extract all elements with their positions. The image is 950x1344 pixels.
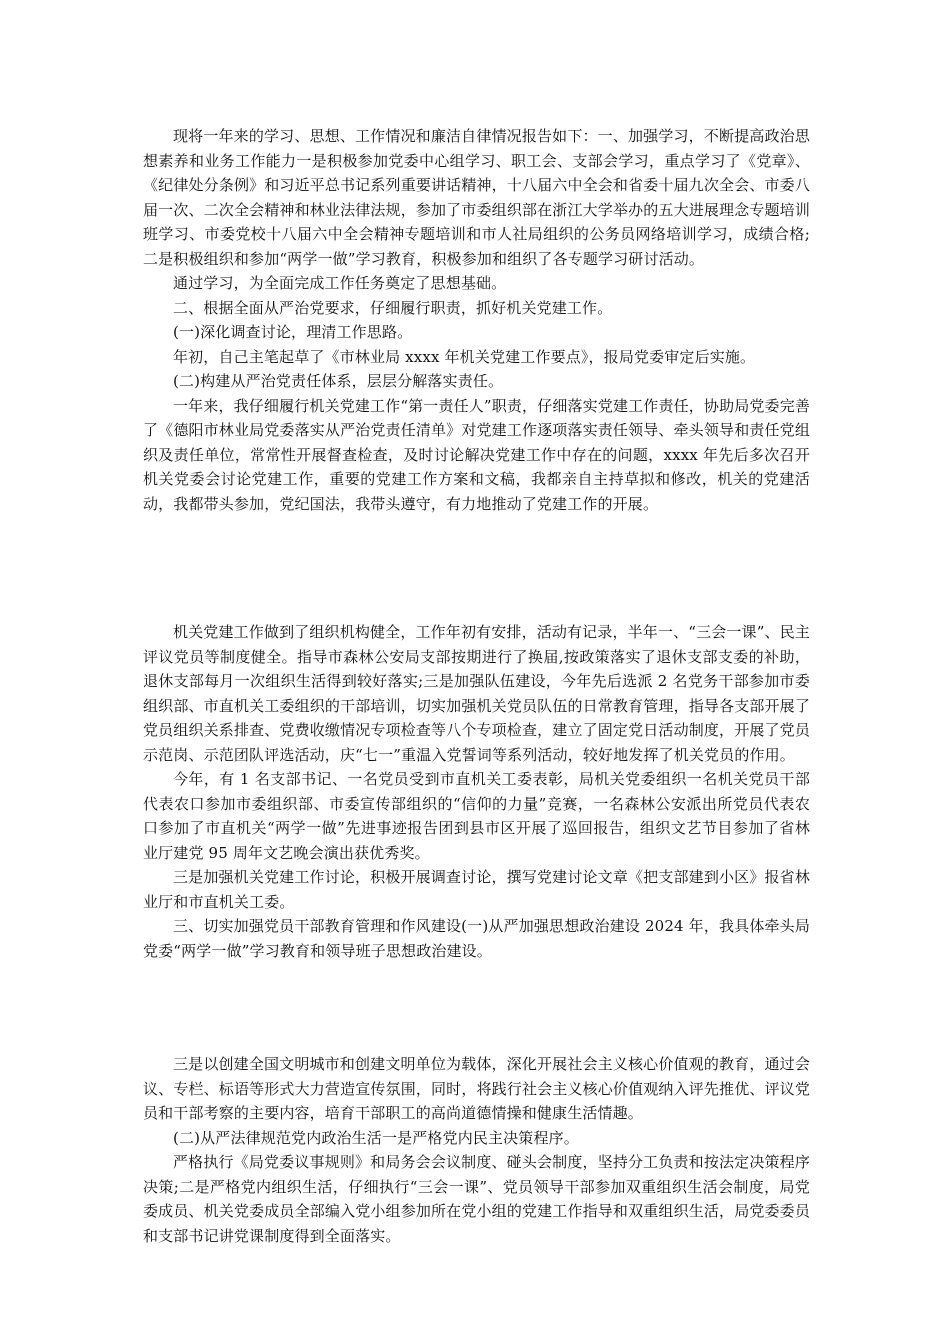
paragraph: 二、根据全面从严治党要求，仔细履行职责，抓好机关党建工作。 [173,298,613,317]
paragraph: 严格执行《局党委议事规则》和局务会会议制度、碰头会制度，坚持分工负责和按法定决策程序决策;二是严格党内组织生活，仔细执行“三会一课”、党员领导干部参加双重组织生活会制度，局党委成员、机关党委成员全部编入党小组参加所在党小组的党建工作指导和双重组织生活，局党委委员和支部书记讲党课制度得到全面落实。 [143,1153,810,1245]
paragraph: 通过学习，为全面完成工作任务奠定了思想基础。 [173,274,507,292]
text-section-3 [143,1052,810,1248]
paragraph: 三是以创建全国文明城市和创建文明单位为载体，深化开展社会主义核心价值观的教育，通过会议、专栏、标语等形式大力营造宣传氛围，同时，将践行社会主义核心价值观纳入评先推优、评议党员和干部考察的主要内容，培育干部职工的高尚道德情操和健康生活情趣。 [143,1055,810,1122]
paragraph: 三、切实加强党员干部教育管理和作风建设(一)从严加强思想政治建设 2024 年，我具体牵头局党委“两学一做”学习教育和领导班子思想政治建设。 [143,917,810,960]
paragraph: 一年来，我仔细履行机关党建工作“第一责任人”职责，仔细落实党建工作责任，协助局党委完善了《德阳市林业局党委落实从严治党责任清单》对党建工作逐项落实责任领导、牵头领导和责任党组织及责任单位，常常性开展督查检查，及时讨论解决党建工作中存在的问题，xxxx 年先后多次召开机关党委会讨论党建工作，重要的党建工作方案和文稿，我都亲自主持草拟和修改，机关的党建活动，我都带头参加，党纪国法，我带头遵守，有力地推动了党建工作的开展。 [143,396,810,513]
paragraph: 今年，有 1 名支部书记、一名党员受到市直机关工委表彰，局机关党委组织一名机关党员干部代表农口参加市委组织部、市委宣传部组织的“信仰的力量”竞赛，一名森林公安派出所党员代表农口参加了市直机关“两学一做”先进事迹报告团到县市区开展了巡回报告，组织文艺节目参加了省林业厅建党 95 周年文艺晚会演出获优秀奖。 [143,770,810,862]
text-section-2 [143,620,810,963]
paragraph: (二)构建从严治党责任体系，层层分解落实责任。 [173,372,504,390]
paragraph: (一)深化调查讨论，理清工作思路。 [173,323,413,341]
paragraph: (二)从严法律规范党内政治生活一是严格党内民主决策程序。 [173,1128,579,1147]
paragraph: 三是加强机关党建工作讨论，积极开展调查讨论，撰写党建讨论文章《把支部建到小区》报省林业厅和市直机关工委。 [143,868,810,911]
text-section-1 [143,124,810,516]
paragraph: 现将一年来的学习、思想、工作情况和廉洁自律情况报告如下：一、加强学习，不断提高政治思想素养和业务工作能力一是积极参加党委中心组学习、职工会、支部会学习，重点学习了《党章》、《纪律处分条例》和习近平总书记系列重要讲话精神，十八届六中全会和省委十届九次全会、市委八届一次、二次全会精神和林业法律法规，参加了市委组织部在浙江大学举办的五大进展理念专题培训班学习、市委党校十八届六中全会精神专题培训和市人社局组织的公务员网络培训学习，成绩合格;二是积极组织和参加“两学一做”学习教育，积极参加和组织了各专题学习研讨活动。 [143,127,810,268]
paragraph: 年初，自己主笔起草了《市林业局 xxxx 年机关党建工作要点》，报局党委审定后实施。 [173,347,756,366]
paragraph: 机关党建工作做到了组织机构健全，工作年初有安排，活动有记录，半年一、“三会一课”、民主评议党员等制度健全。指导市森林公安局支部按期进行了换届,按政策落实了退休支部支委的补助，退休支部每月一次组织生活得到较好落实;三是加强队伍建设，今年先后选派 2 名党务干部参加市委组织部、市直机关工委组织的干部培训，切实加强机关党员队伍的日常教育管理，指导各支部开展了党员组织关系排查、党费收缴情况专项检查等八个专项检查，建立了固定党日活动制度，开展了党员示范岗、示范团队评选活动，庆“七一”重温入党誓词等系列活动，较好地发挥了机关党员的作用。 [143,623,810,764]
